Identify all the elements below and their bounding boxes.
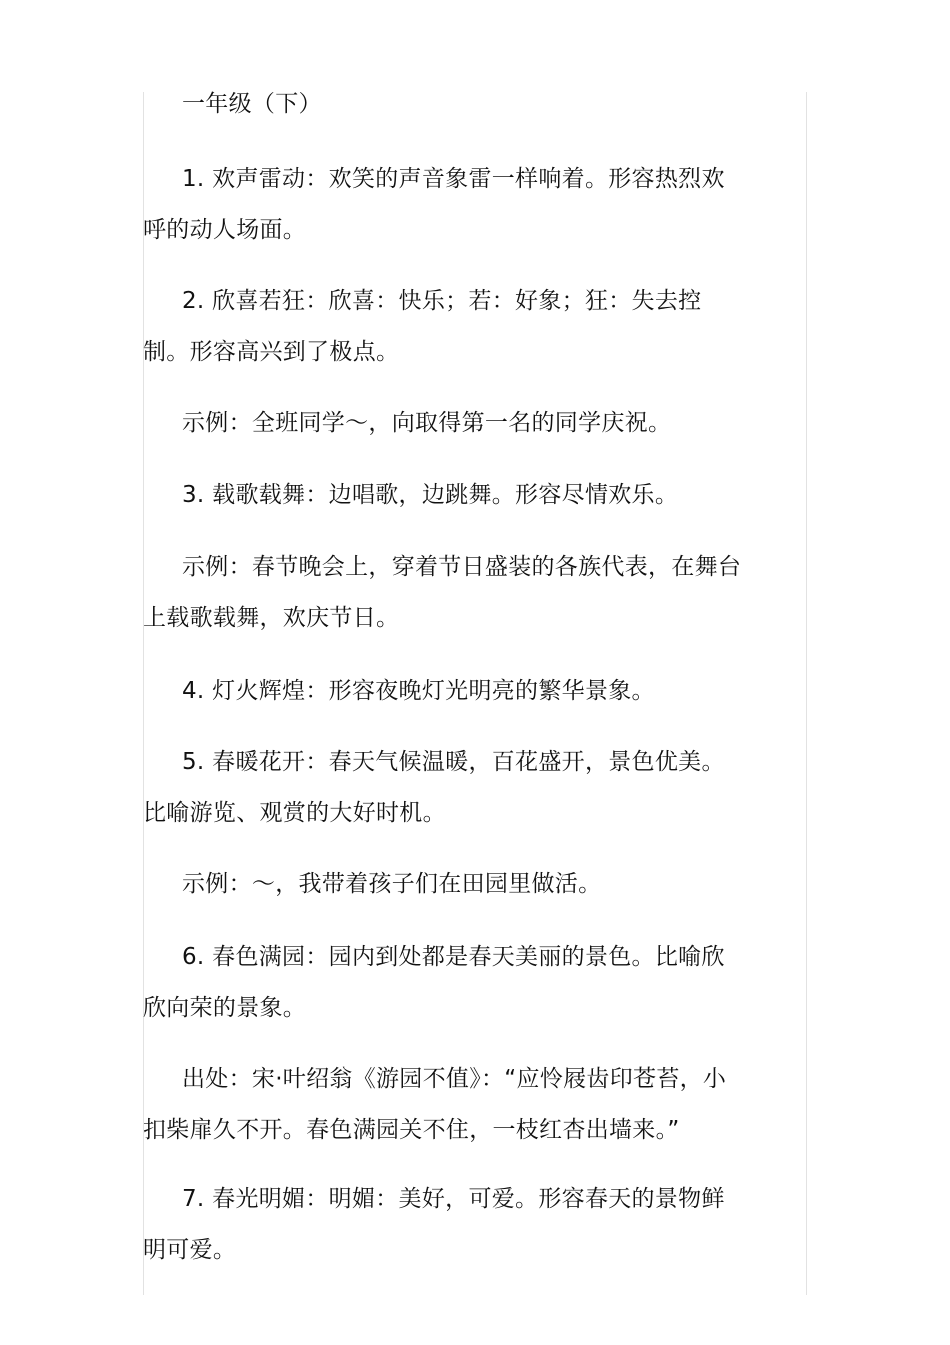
paragraph-11: 7. 春光明媚：明媚：美好，可爱。形容春天的景物鲜明可爱。 — [143, 1186, 725, 1263]
paragraph-1: 1. 欢声雷动：欢笑的声音象雷一样响着。形容热烈欢呼的动人场面。 — [143, 166, 725, 243]
paragraph-3: 示例：全班同学～，向取得第一名的同学庆祝。 — [182, 410, 672, 436]
paragraph-8: 示例：～，我带着孩子们在田园里做活。 — [182, 871, 602, 897]
paragraph-6: 4. 灯火辉煌：形容夜晚灯光明亮的繁华景象。 — [182, 678, 655, 704]
right-margin-rule — [806, 92, 807, 1295]
paragraph-9: 6. 春色满园：园内到处都是春天美丽的景色。比喻欣欣向荣的景象。 — [143, 944, 725, 1021]
paragraph-2: 2. 欣喜若狂：欣喜：快乐；若：好象；狂：失去控制。形容高兴到了极点。 — [143, 288, 702, 365]
paragraph-5: 示例：春节晚会上，穿着节日盛装的各族代表，在舞台上载歌载舞，欢庆节日。 — [143, 554, 742, 631]
paragraph-4: 3. 载歌载舞：边唱歌，边跳舞。形容尽情欢乐。 — [182, 482, 679, 508]
paragraph-7: 5. 春暖花开：春天气候温暖，百花盛开，景色优美。比喻游览、观赏的大好时机。 — [143, 749, 725, 826]
page-heading: 一年级（下） — [182, 91, 322, 117]
paragraph-10: 出处：宋·叶绍翁《游园不值》：“应怜屐齿印苍苔，小扣柴扉久不开。春色满园关不住，一枝红杏出墙来。” — [143, 1066, 727, 1143]
